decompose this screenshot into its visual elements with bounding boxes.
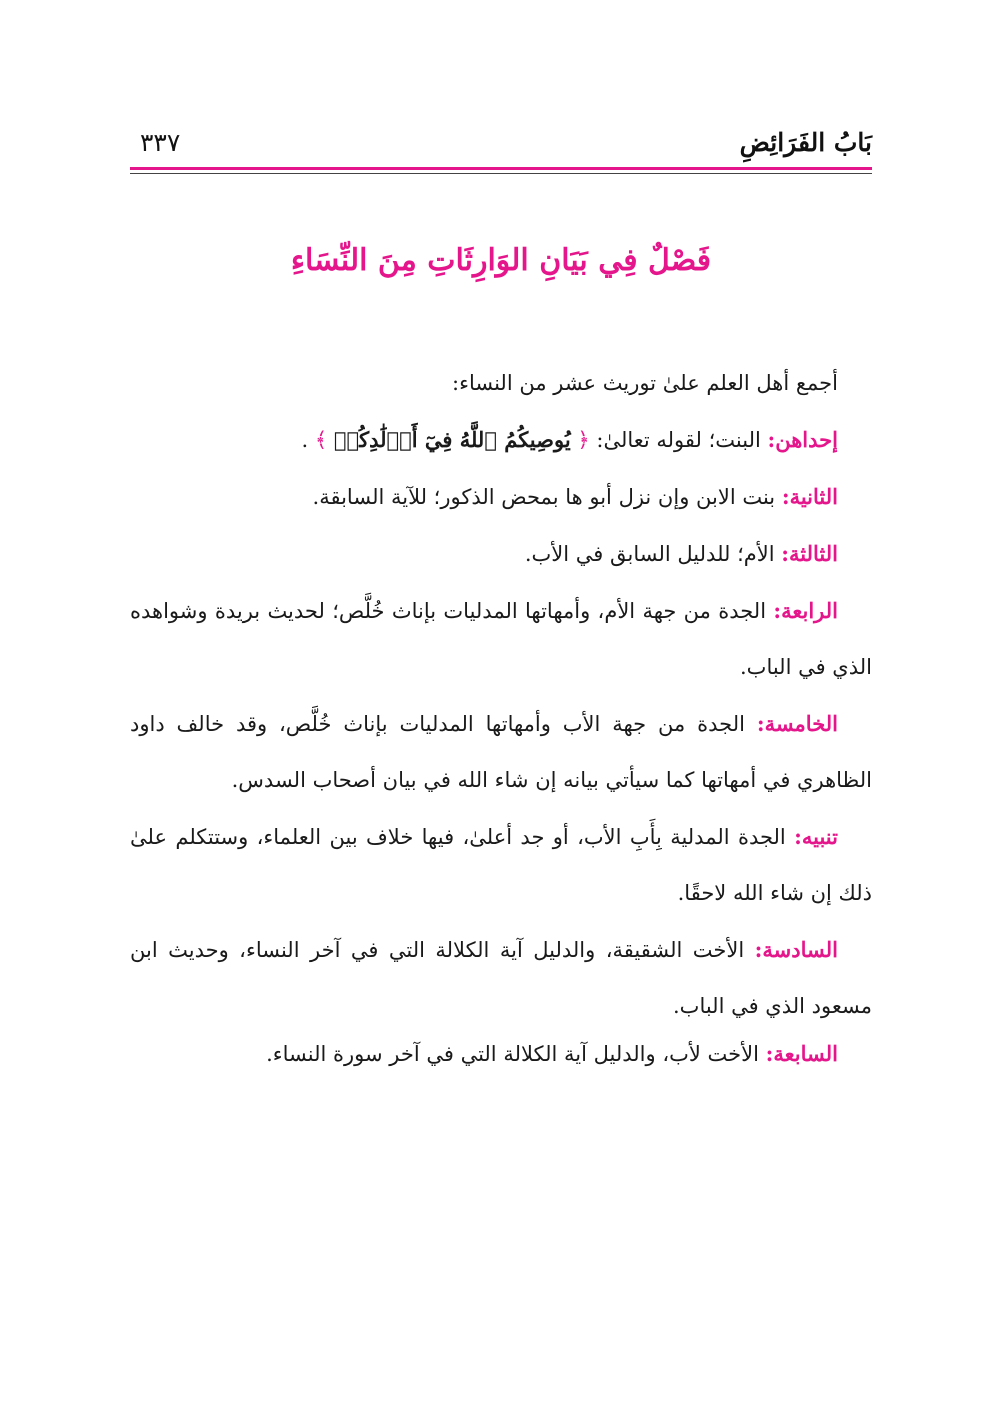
paragraph-label: إحداهن: [767,427,838,452]
section-title: فَصْلٌ فِي بَيَانِ الوَارِثَاتِ مِنَ النِّسَاءِ [290,243,712,278]
header-rule [130,173,872,174]
quran-close-bracket: ﴾ [314,428,328,452]
paragraph-text: البنت؛ لقوله تعالىٰ: [596,428,761,452]
paragraph-text: الأخت الشقيقة، والدليل آية الكلالة التي في آخر النساء، وحديث ابن مسعود الذي في الباب. [130,938,872,1018]
paragraph-label: تنبيه: [794,824,838,849]
paragraph-seventh [130,1026,872,1082]
paragraph-label: السابعة: [765,1041,838,1066]
intro-paragraph [130,355,872,411]
paragraph-text: الجدة من جهة الأم، وأمهاتها المدليات بإناث خُلَّص؛ لحديث بريدة وشواهده الذي في الباب. [130,599,872,679]
paragraph-label: الثالثة: [781,541,838,566]
paragraph-label: الثانية: [781,484,838,509]
paragraph-fifth [130,696,872,808]
quran-open-bracket: ﴿ [577,428,590,452]
main-content [130,355,872,1082]
paragraph-end: . [301,428,309,452]
paragraph-note [130,809,872,921]
paragraph-fourth [130,583,872,695]
paragraph-text: أجمع أهل العلم علىٰ توريث عشر من النساء: [452,371,838,395]
paragraph-text: الجدة من جهة الأب وأمهاتها المدليات بإناث خُلَّص، وقد خالف داود الظاهري في أمهاتها كما سيأتي بيانه إن شاء الله في بيان أصحاب السدس. [130,712,872,792]
quran-quote: يُوصِيكُمُ ٱللَّهُ فِيٓ أَوۡلَٰدِكُمۡ [333,427,571,452]
page-header [130,128,872,162]
paragraph-label: السادسة: [754,937,838,962]
paragraph-label: الخامسة: [756,711,838,736]
paragraph-label: الرابعة: [773,598,838,623]
paragraph-first [130,412,872,468]
paragraph-text: الجدة المدلية بِأَبِ الأب، أو جد أعلىٰ، فيها خلاف بين العلماء، وستتكلم علىٰ ذلك إن شاء الله لاحقًا. [130,825,872,905]
paragraph-text: الأخت لأب، والدليل آية الكلالة التي في آخر سورة النساء. [266,1042,759,1066]
paragraph-text: بنت الابن وإن نزل أبو ها بمحض الذكور؛ للآية السابقة. [312,485,776,509]
page-number: ٣٣٧ [140,128,181,157]
paragraph-third [130,526,872,582]
header-rule-accent [130,167,872,170]
paragraph-second [130,469,872,525]
paragraph-sixth [130,922,872,1034]
chapter-title: بَابُ الفَرَائِضِ [739,128,872,157]
paragraph-text: الأم؛ للدليل السابق في الأب. [524,542,775,566]
